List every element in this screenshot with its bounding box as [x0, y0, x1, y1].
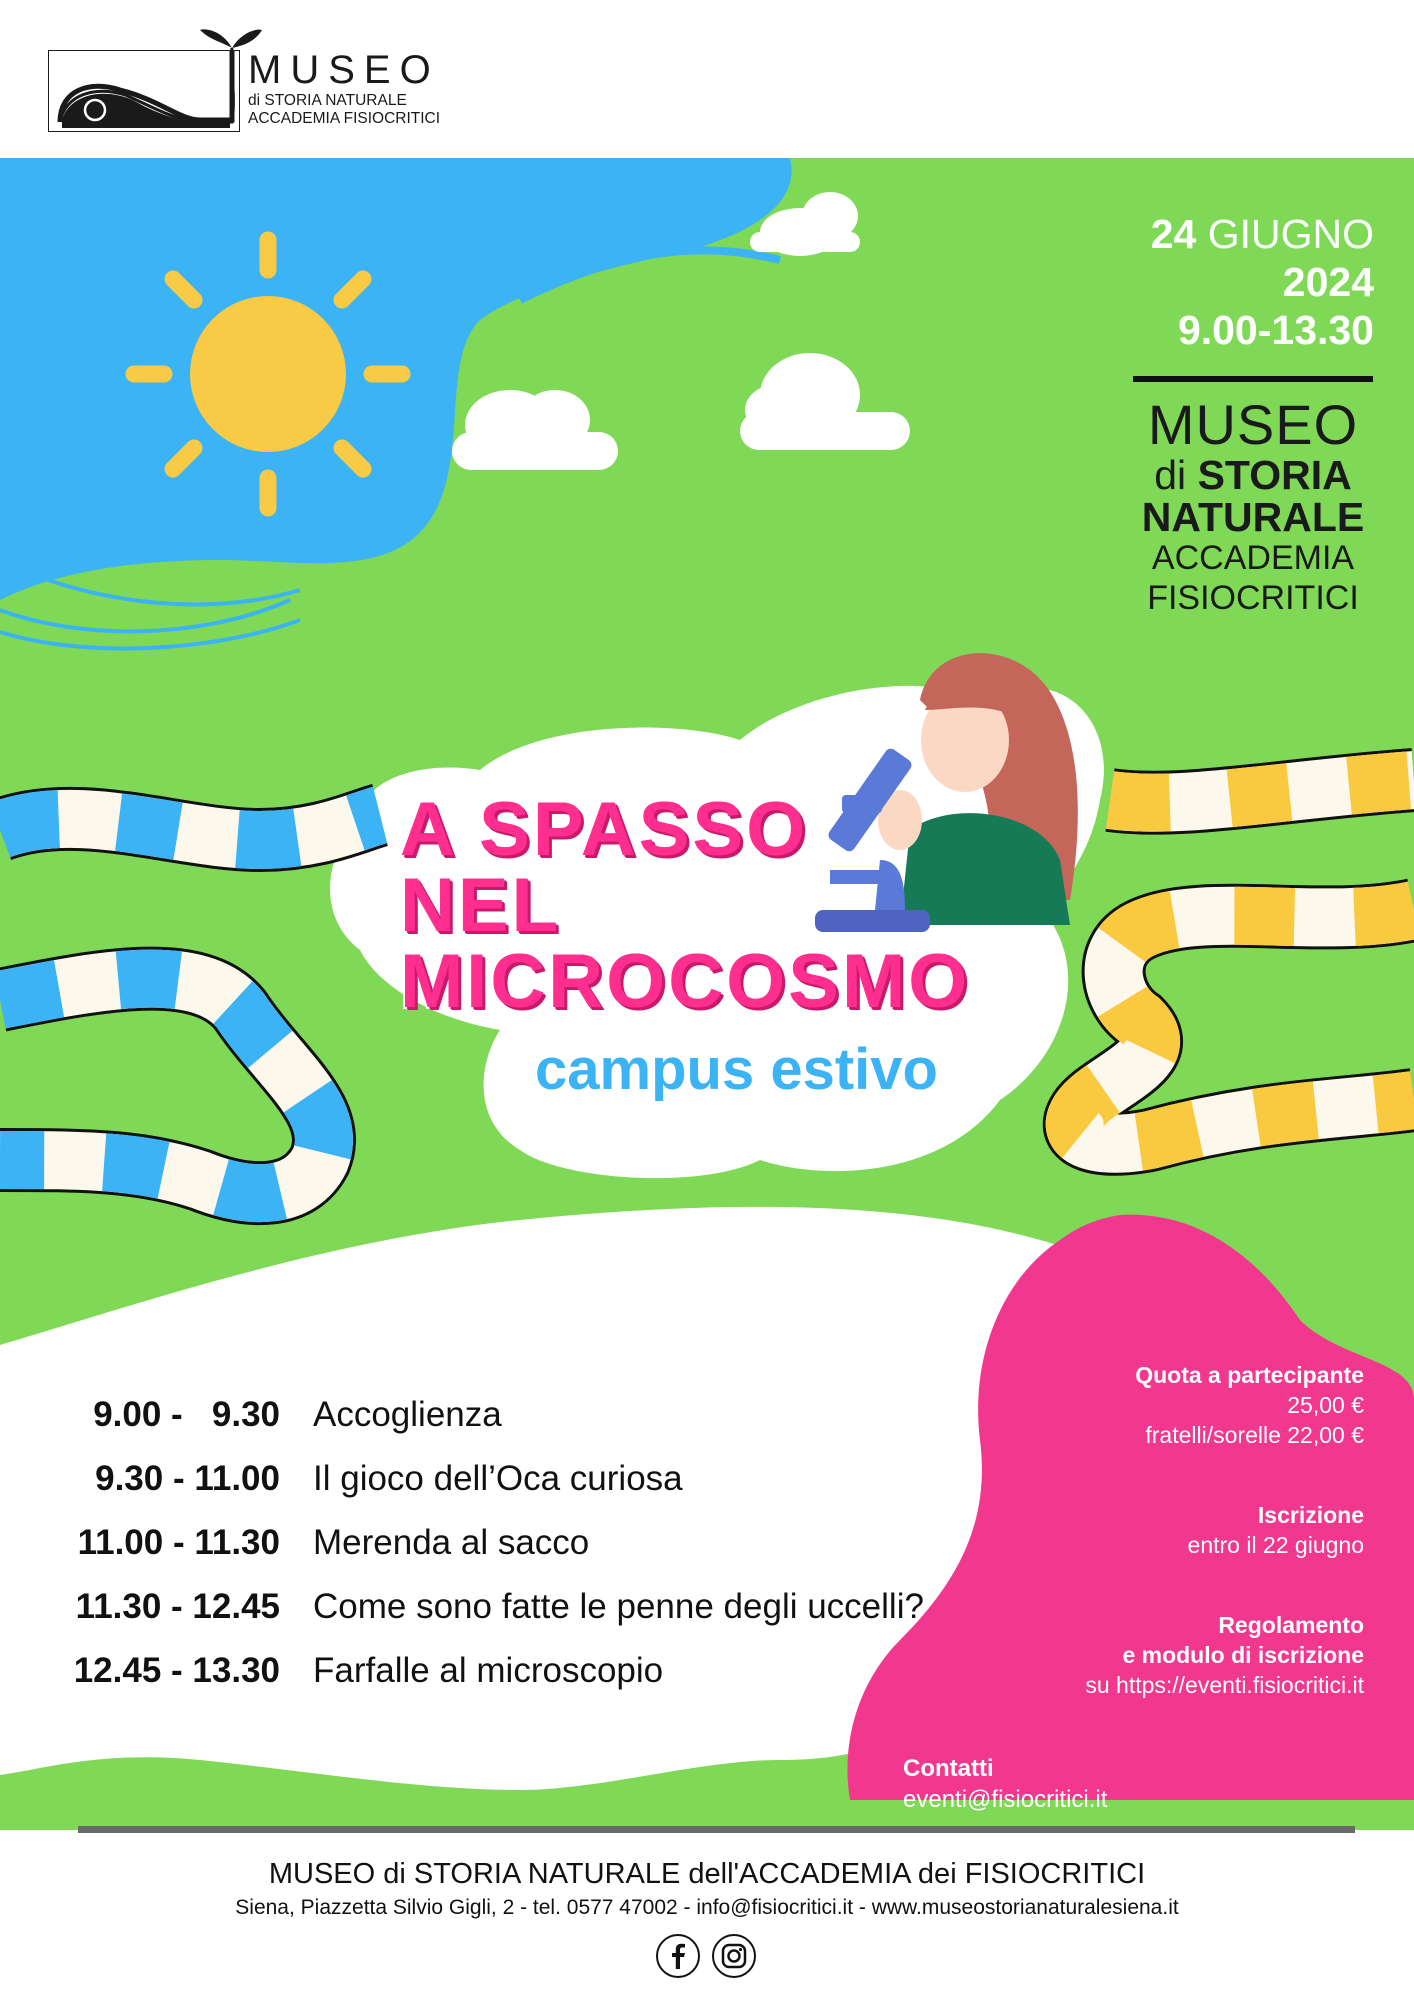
schedule-row: [30, 1383, 1010, 1447]
facebook-icon[interactable]: [656, 1934, 700, 1978]
instagram-icon[interactable]: [712, 1934, 756, 1978]
logo-frame: [48, 50, 240, 132]
contatti-label: Contatti: [903, 1755, 994, 1782]
logo-line1: di STORIA NATURALE: [248, 92, 407, 109]
title-line3: MICROCOSMO: [400, 939, 971, 1024]
siblings-price: fratelli/sorelle 22,00 €: [1145, 1422, 1364, 1448]
schedule-activity: Merenda al sacco: [313, 1523, 590, 1562]
event-hours: 9.00-13.30: [1177, 307, 1374, 353]
museum-name-block: [1133, 393, 1373, 618]
schedule-activity: Farfalle al microscopio: [313, 1651, 664, 1690]
footer-title: MUSEO di STORIA NATURALE dell'ACCADEMIA dei FISIOCRITICI: [268, 1858, 1146, 1890]
schedule-activity: Come sono fatte le penne degli uccelli?: [313, 1587, 924, 1626]
event-day: 24: [1150, 211, 1197, 257]
iscrizione-deadline: entro il 22 giugno: [1187, 1532, 1364, 1558]
schedule-row: [30, 1639, 1010, 1703]
museum-line4: ACCADEMIA: [1151, 539, 1355, 577]
museum-line5: FISIOCRITICI: [1147, 579, 1359, 617]
museum-line3: NATURALE: [1141, 494, 1365, 540]
schedule-time: 11.30 - 12.45: [75, 1587, 280, 1626]
logo-subtitle: [248, 92, 440, 128]
event-month: GIUGNO: [1207, 211, 1374, 257]
regolamento-link[interactable]: su https://eventi.fisiocritici.it: [1085, 1672, 1364, 1698]
schedule-row: [30, 1575, 1010, 1639]
info-panel: [904, 1360, 1364, 1750]
iscrizione-label: Iscrizione: [1257, 1502, 1364, 1528]
contact-email[interactable]: eventi@fisiocritici.it: [903, 1786, 1108, 1813]
schedule-row: [30, 1511, 1010, 1575]
schedule-activity: Il gioco dell’Oca curiosa: [313, 1459, 683, 1498]
schedule-time: 11.00 - 11.30: [77, 1523, 280, 1562]
event-subtitle: campus estivo: [535, 1037, 938, 1102]
museum-line2-rest: STORIA: [1197, 452, 1352, 498]
logo-line2: ACCADEMIA FISIOCRITICI: [248, 110, 441, 127]
schedule-time: 12.45 - 13.30: [73, 1651, 280, 1690]
logo-title: MUSEO: [248, 48, 440, 92]
museum-line1: MUSEO: [1147, 393, 1359, 456]
museum-line2-prefix: di: [1154, 452, 1187, 498]
modulo-label: e modulo di iscrizione: [1122, 1642, 1364, 1668]
title-line1: A SPASSO: [400, 787, 809, 872]
contact-block: [903, 1753, 1107, 1815]
quota-value: 25,00 €: [1287, 1392, 1364, 1418]
schedule-list: [30, 1383, 1010, 1703]
date-divider: [1133, 376, 1373, 382]
footer-address: Siena, Piazzetta Silvio Gigli, 2 - tel. 0577 47002 - info@fisiocritici.it - www.museostorianaturalesiena.it: [235, 1896, 1179, 1919]
schedule-time: 9.30 - 11.00: [95, 1459, 280, 1498]
regolamento-label: Regolamento: [1218, 1612, 1364, 1638]
schedule-row: [30, 1447, 1010, 1511]
event-title: [400, 787, 971, 1024]
event-date: [1151, 210, 1374, 354]
schedule-activity: Accoglienza: [313, 1395, 502, 1434]
quota-label: Quota a partecipante: [1135, 1362, 1364, 1388]
title-line2: NEL: [400, 863, 561, 948]
event-year: 2024: [1282, 259, 1374, 305]
schedule-time: 9.00 - 9.30: [93, 1395, 280, 1434]
footer-divider: [78, 1826, 1355, 1833]
